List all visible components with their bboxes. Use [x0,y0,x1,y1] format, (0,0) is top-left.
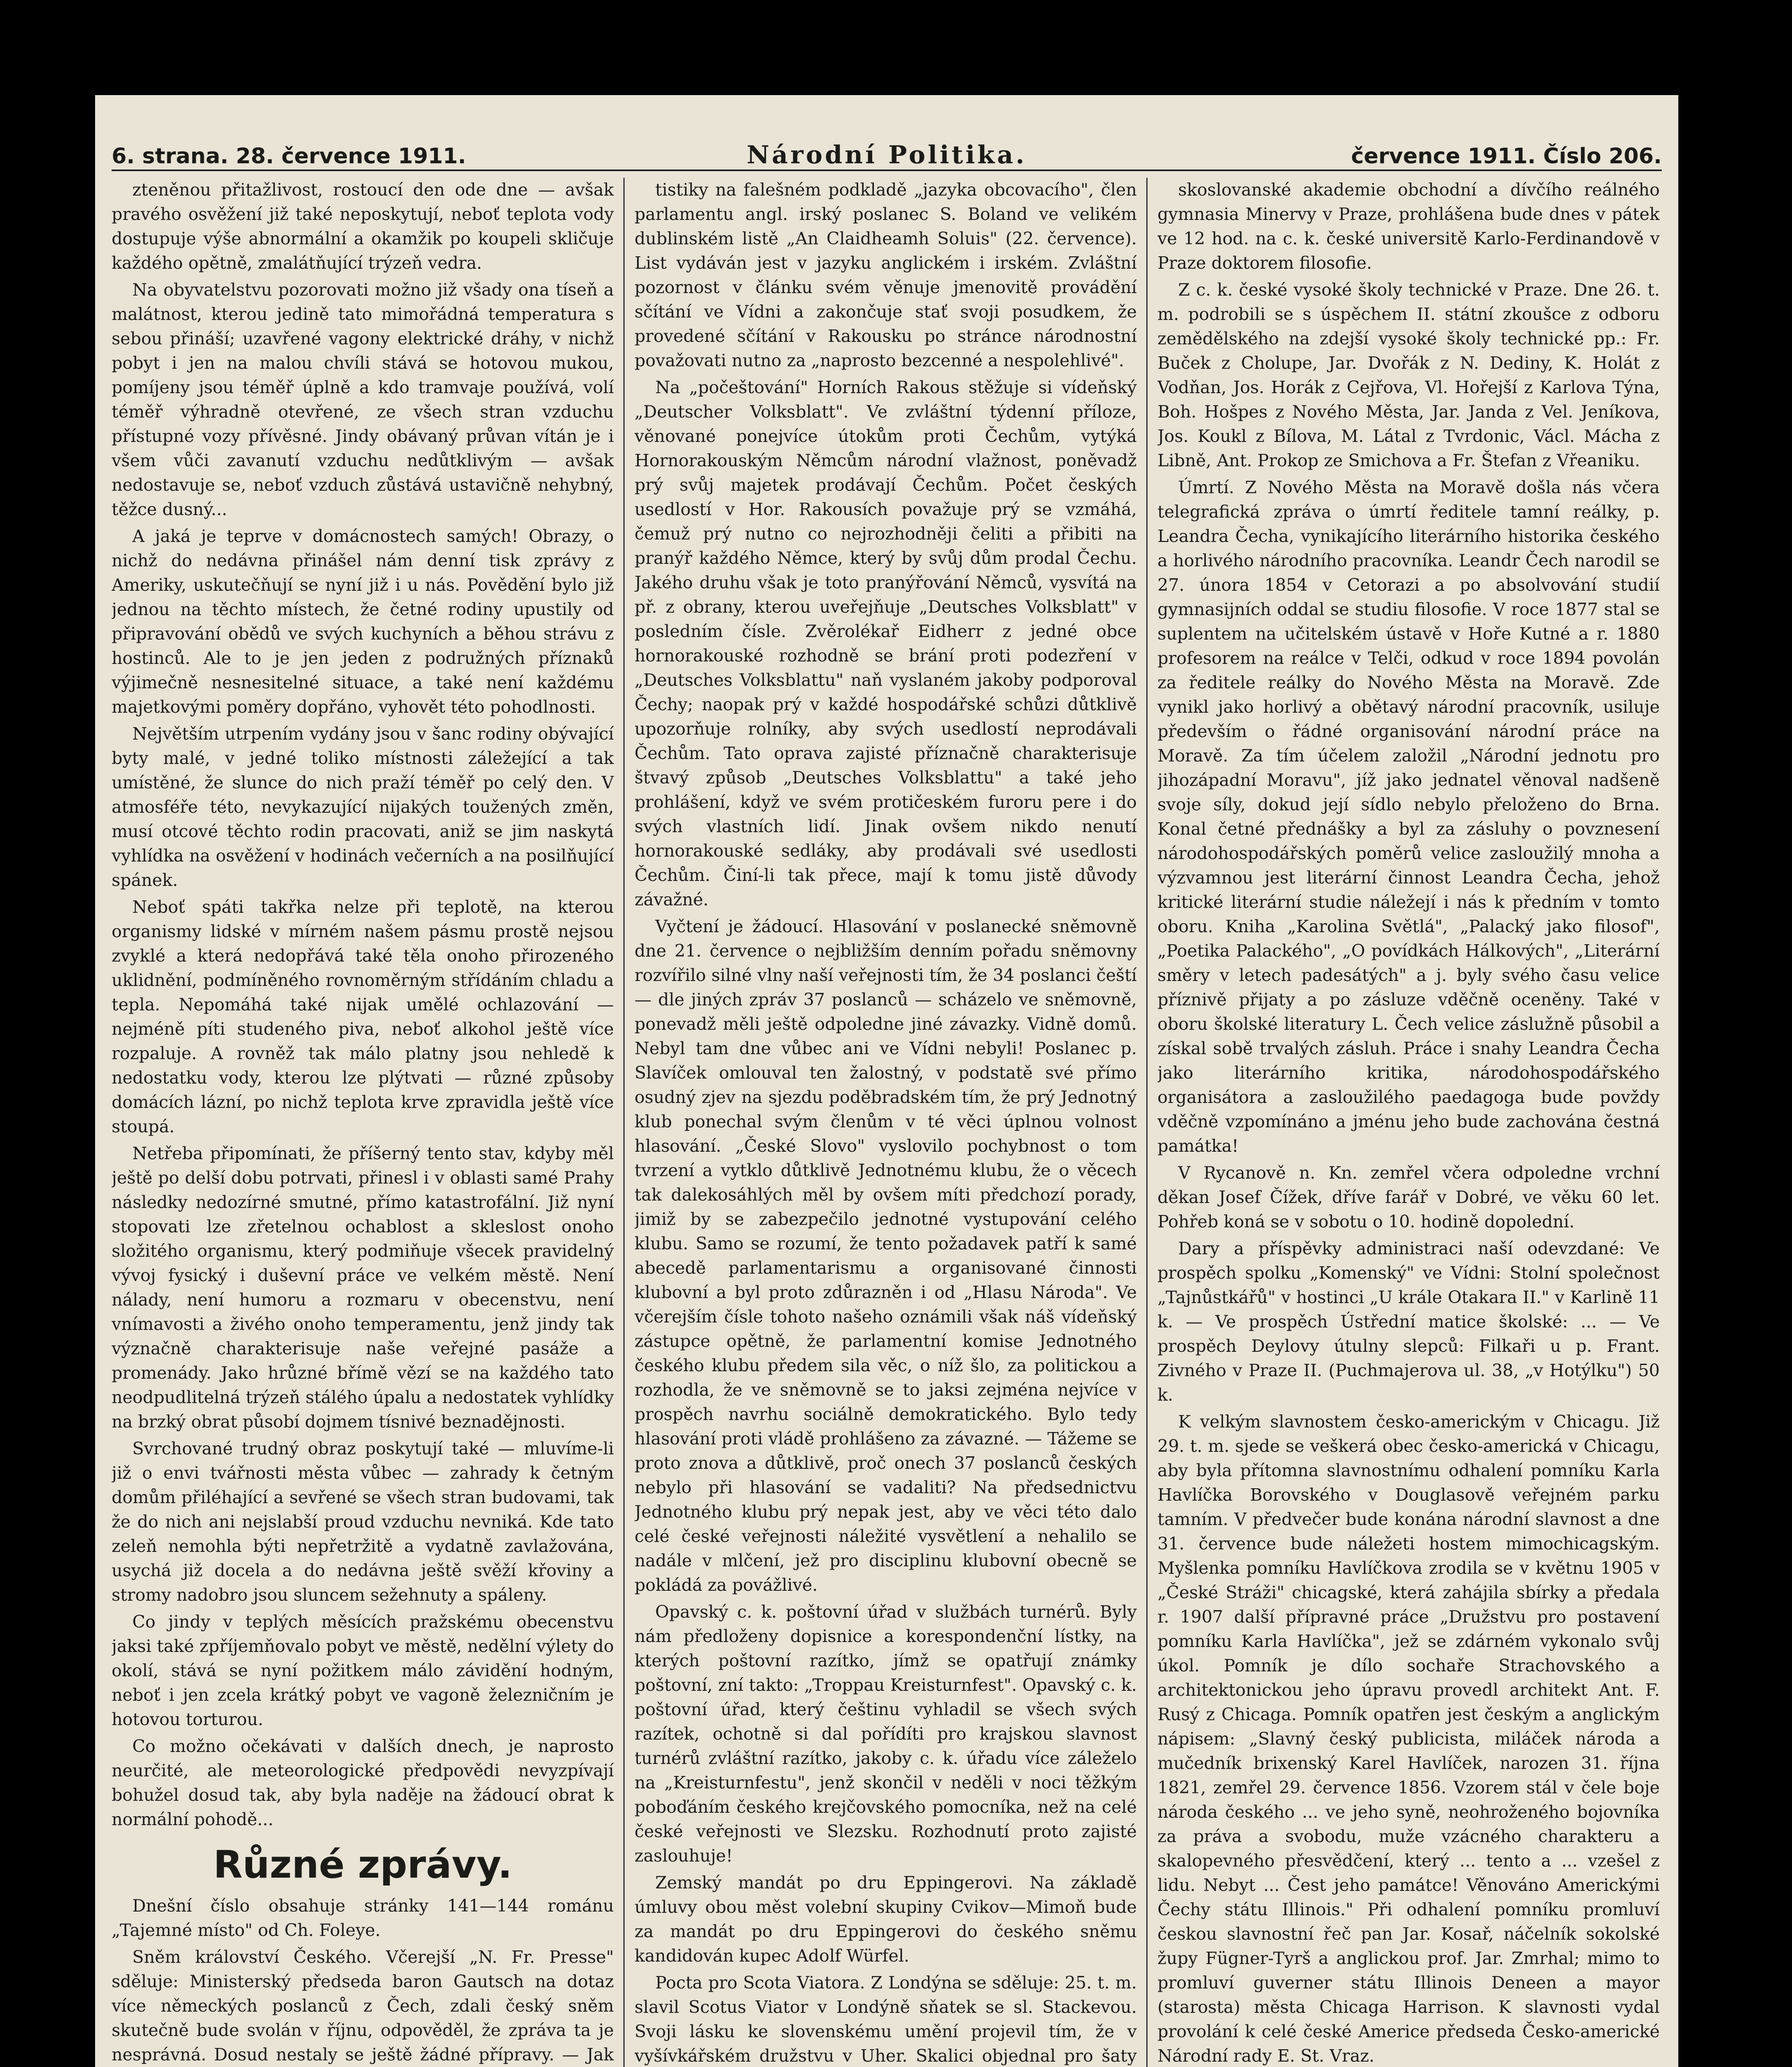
news-item: Z c. k. české vysoké školy technické v Praze. Dne 26. t. m. podrobili se s úspěchem II. státní zkoušce z odboru zemědělského na zdejší vysoké školy technické pp.: Fr. Buček z Cholupe, Jar. Dvořák z N. Dediny, K. Holát z Vodňan, Jos. Horák z Cejřova, Vl. Hořejší z Karlova Týna, Boh. Hošpes z Nového Města, Jar. Janda z Vel. Jeníkova, Jos. Koukl z Bílova, M. Látal z Tvrdonic, Václ. Mácha z Libně, Ant. Prokop ze Smichova a Fr. Štefan z Vřeaniku. [1157,280,1660,470]
column-1 [112,178,614,2067]
paragraph: Co jindy v teplých měsících pražskému obecenstvu jaksi také zpříjemňovalo pobyt ve městě, nedělní výlety do okolí, stává se nyní požitkem málo závidění hodným, neboť i jen zcela krátký pobyt ve vagoně železničním je hotovou torturou. [112,1612,614,1729]
column-2 [635,178,1137,2067]
news-item: K velkým slavnostem česko-americkým v Chicagu. Již 29. t. m. sjede se veškerá obec česko-americká v Chicagu, aby byla přítomna slavnostnímu odhalení pomníku Karla Havlíčka Borovského v Douglasově veřejném parku tamním. V předvečer bude konána národní slavnost a dne 31. července bude náležeti hostem mimochicagským. Myšlenka pomníku Havlíčkova zrodila se v květnu 1905 v „České Stráži" chicagské, která zahájila sbírky a předala r. 1907 další přípravné práce „Družstvu pro postavení pomníku Karla Havlíčka", jež se zdárném vykonalo svůj úkol. Pomník je dílo sochaře Strachovského a architektonickou jeho úpravu provedl architekt Ant. F. Rusý z Chicaga. Pomník opatřen jest českým a anglickým nápisem: „Slavný český publicista, miláček národa a mučedník brixenský Karel Havlíček, narozen 31. října 1821, zemřel 29. července 1856. Vzorem stál v čele boje národa českého ... ve jeho syně, neohroženého bojovníka za práva a svobodu, muže vzácného charakteru a skalopevného přesvědčení, který ... tento a ... vzešel z lidu. Nebyt ... Čest jeho památce! Věnováno Americkými Čechy státu Illinois." Při odhalení pomníku promluví českou slavnostní řeč pan Jar. Kosař, náčelník sokolské župy Fügner-Tyrš a anglickou prof. Jar. Zmrhal; mimo to promluví guverner státu Illinois Deneen a mayor (starosta) města Chicaga Harrison. K slavnosti vydal provolání k celé české Americe předseda Česko-americké Národní rady E. St. Vraz. [1157,1412,1660,2066]
paragraph: Neboť spáti takřka nelze při teplotě, na kterou organismy lidské v mírném našem pásmu prostě nejsou zvyklé a která nedopřává také těla onoho přirozeného uklidnění, podmíněného rovnoměrným střídáním chladu a tepla. Nepomáhá také nijak umělé ochlazování — nejméně píti studeného piva, neboť alkohol ještě více rozpaluje. A rovněž tak málo platny jsou nehledě k nedostatku vody, kterou lze plýtvati — různé způsoby domácích lázní, po nichž teplota krve zpravidla ještě více stoupá. [112,897,614,1136]
news-item: skoslovanské akademie obchodní a dívčího reálného gymnasia Minervy v Praze, prohlášena bude dnes v pátek ve 12 hod. na c. k. české universitě Karlo-Ferdinandově v Praze doktorem filosofie. [1157,180,1660,273]
news-item: Pocta pro Scota Viatora. Z Londýna se sděluje: 25. t. m. slavil Scotus Viator v Londýně sňatek se sl. Stackevou. Svoji lásku ke slovenskému umění projevil tím, že v vyšívkářském družstvu v Uher. Skalici objednal pro šaty [635,1973,1137,2066]
news-item: Na „počeštování" Horních Rakous stěžuje si vídeňský „Deutscher Volksblatt". Ve zvláštní týdenní příloze, věnované ponejvíce útokům proti Čechům, vytýká Hornorakouským Němcům národní vlažnost, poněvadž prý svůj majetek prodávají Čechům. Počet českých usedlostí v Hor. Rakousích považuje prý se vzmáhá, čemuž prý nutno co nejrozhodněji čeliti a přibiti na pranýř každého Němce, který by svůj dům prodal Čechu. Jakého druhu však je toto pranýřování Němců, vysvítá na př. z obrany, kterou uveřejňuje „Deutsches Volksblatt" v posledním čísle. Zvěrolékař Eidherr z jedné obce hornorakouské rozhodně se brání proti podezření v „Deutsches Volksblattu" naň vyslaném jakoby podporoval Čechy; naopak prý v každé hospodářské schůzi důtklivě upozorňuje rolníky, aby svých usedlostí neprodávali Čechům. Tato oprava zajisté příznačně charakterisuje štvavý způsob „Deutsches Volksblattu" a také jeho prohlášení, když ve svém protičeském furoru pere i do svých vlastních lidí. Jinak ovšem nikdo nenutí hornorakouské sedláky, aby prodávali své usedlosti Čechům. Činí-li tak přece, mají k tomu jistě důvody závažné. [635,377,1137,909]
news-item: Úmrtí. Z Nového Města na Moravě došla nás včera telegrafická zpráva o úmrtí ředitele tamní reálky, p. Leandra Čecha, vynikajícího literárního historika českého a horlivého národního pracovníka. Leandr Čech narodil se 27. února 1854 v Cetorazi a po absolvování studií gymnasijních oddal se studiu filosofie. V roce 1877 stal se suplentem na učitelském ústavě v Hoře Kutné a r. 1880 profesorem na reálce v Telči, odkud v roce 1894 povolán za ředitele reálky do Nového Města na Moravě. Zde vynikl jako horlivý a obětavý národní pracovník, usiluje především o řádné organisování národní práce na Moravě. Za tím účelem založil „Národní jednotu pro jihozápadní Moravu", jíž jako jednatel věnoval nadšeně svoje síly, dokud její sídlo nebylo přeloženo do Brna. Konal četné přednášky a byl za zásluhy o povznesení národohospodářských poměrů velice zasloužilý mnoha a výzvamnou jest literární činnost Leandra Čecha, jehož kritické literární studie náležejí i nás k předním v tomto oboru. Kniha „Karolina Světlá", „Palacký jako filosof", „Poetika Palackého", „O povídkách Hálkových", „Literární směry v letech padesátých" a j. byly svého času velice příznivě přijaty a po zásluze vděčně oceněny. Také v oboru školské literatury L. Čech velice záslužně působil a získal sobě trvalých zásluh. Práce i snahy Leandra Čecha jako literárního kritika, národohospodářského organisátora a zasloužilého paedagoga bude povždy vděčně vzpomínáno a jménu jeho bude zachována čestná památka! [1157,477,1660,1156]
paragraph: A jaká je teprve v domácnostech samých! Obrazy, o nichž do nedávna přinášel nám denní tisk zprávy z Ameriky, uskutečňují se nyní již i u nás. Povědění bylo již jednou na těchto místech, že četné rodiny upustily od připravování obědů ve svých kuchyních a běhou strávu z hostinců. Ale to je jen jeden z podružných příznaků výjimečně nesnesitelné situace, a také není každému majetkovými poměry dopřáno, vyhovět této pohodlnosti. [112,526,614,717]
news-item: Zemský mandát po dru Eppingerovi. Na základě úmluvy obou měst volební skupiny Cvikov—Mimoň bude za mandát po dru Eppingerovi do českého sněmu kandidován kupec Adolf Würfel. [635,1873,1137,1966]
newspaper-title: Národní Politika. [747,141,1027,169]
column-3 [1157,178,1660,2067]
paragraph: Co možno očekávati v dalších dnech, je naprosto neurčité, ale meteorologické předpovědi nevyzpívají bohužel dosud tak, aby byla naděje na žádoucí obrat k normální pohodě... [112,1736,614,1829]
news-item: Vyčtení je žádoucí. Hlasování v poslanecké sněmovně dne 21. července o nejbližším denním pořadu sněmovny rozvířilo silné vlny naší veřejnosti tím, že 34 poslanci čeští — dle jiných zpráv 37 poslanců — scházelo ve sněmovně, ponevadž měli ještě odpoledne jiné závazky. Vidně domů. Nebyl tam dne vůbec ani ve Vídni nebyli! Poslanec p. Slavíček omlouval ten žalostný, v podstatě své přímo osudný zjev na sjezdu poděbradském tím, že prý Jednotný klub ponechal svým členům v té věci úplnou volnost hlasování. „České Slovo" vyslovilo pochybnost o tom tvrzení a vytklo důtklivě Jednotnému klubu, že o věcech tak dalekosáhlých měl by ovšem míti předchozí porady, jimiž by se zabezpečilo jednotné vystupování celého klubu. Samo se rozumí, že tento požadavek patří k samé abecedě parlamentarismu a organisované činnosti klubovní a byl proto zdůrazněn i od „Hlasu Národa". Ve včerejším čísle tohoto našeho oznámili však náš vídeňský zástupce opětně, že parlamentní komise Jednotného českého klubu předem sila věc, o níž šlo, za politickou a rozhodla, že ve sněmovně se to jaksi zejména nejvíce v prospěch navrhu sociálně demokratického. Bylo tedy hlasování proti vládě prohlášeno za závazné. — Tážeme se proto znova a důtklivě, proč onech 37 poslanců českých nebylo při hlasování se vadaliti? Na předsednictvu Jednotného klubu prý nepak jest, aby ve věci této dalo celé české veřejnosti náležité vysvětlení a nehalilo se nadále v mlčení, jež pro disciplinu klubovní obecně se pokládá za povážlivé. [635,917,1137,1595]
masthead [112,141,1662,171]
news-item: Opavský c. k. poštovní úřad v službách turnérů. Byly nám předloženy dopisnice a korespondenční lístky, na kterých poštovní razítko, jímž se opatřují známky poštovní, zní takto: „Troppau Kreisturnfest". Opavský c. k. poštovní úřad, který češtinu vyhladil se všech svých razítek, ochotně si dal pořídíti pro krajskou slavnost turnérů zvláštní razítko, jakoby c. k. úřadu více záleželo na „Kreisturnfestu", jenž skončil v neděli v noci těžkým poboďáním českého krejčovského pomocníka, než na celé české veřejnosti ve Slezsku. Rozhodnutí proto zajisté zaslouhuje! [635,1602,1137,1866]
paragraph: Největším utrpením vydány jsou v šanc rodiny obývající byty malé, v jedné toliko místnosti záležející a tak umístěné, že slunce do nich praží téměř po celý den. V atmosféře této, nevykazující nijakých toužených změn, musí otcové těchto rodin pracovati, aniž se jim naskytá vyhlídka na osvěžení v hodinách večerních a na posilňující spánek. [112,724,614,890]
news-item: Sněm království Českého. Včerejší „N. Fr. Presse" sděluje: Ministerský předseda baron Gautsch na dotaz více německých poslanců z Čech, zdali český sněm skutečně bude svolán v říjnu, odpověděl, že zpráva ta je nesprávná. Dosud nestaly se ještě žádné přípravy. — Jak [112,1947,614,2065]
column-rule [1146,178,1148,2067]
paragraph: zteněnou přitažlivost, rostoucí den ode dne — avšak pravého osvěžení již také neposkytují, neboť teplota vody dostupuje výše abnormální a okamžik po koupeli skličuje každého opětně, zmalátňující trýzeň vedra. [112,180,614,273]
newspaper-page [95,95,1678,2067]
paragraph: Na obyvatelstvu pozorovati možno již všady ona tíseň a malátnost, kterou jedině tato mimořádná temperatura s sebou přináší; uzavřené vagony elektrické dráhy, v nichž pobyt i jen na malou chvíli stává se hotovou mukou, pomíjeny jsou téměř úplně a kdo tramvaje používá, volí téměř výhradně otevřené, ze všech stran vzduchu přístupné vozy přívěsné. Jindy obávaný průvan vítán je i všem vůči zavanutí vzduchu nedůtklivým — avšak nedostavuje se, neboť vzduch zůstává ustavičně nehybný, těžce dusný... [112,280,614,519]
news-item: tistiky na falešném podkladě „jazyka obcovacího", člen parlamentu angl. irský poslanec S. Boland ve velikém dublinském listě „An Claidheamh Soluis" (22. července). List vydáván jest v jazyku anglickém i irském. Zvláštní pozornost v článku svém věnuje jmenovitě provádění sčítání ve Vídni a zakončuje stať svoji posudkem, že provedené sčítání v Rakousku po stránce národnostní považovati nutno za „naprosto bezcenné a nespolehlivé". [635,180,1137,370]
news-item: Dary a příspěvky administraci naší odevzdané: Ve prospěch spolku „Komenský" ve Vídni: Stolní společnost „Tajnůstkářů" v hostinci „U krále Otakara II." v Karlině 11 k. — Ve prospěch Ústřední matice školské: ... — Ve prospěch Deylovy útulny slepců: Filkaři u p. Frant. Zivného v Praze II. (Puchmajerova ul. 38, „v Hotýlku") 50 k. [1157,1239,1660,1405]
column-rule [623,178,625,2067]
news-item: V Rycanově n. Kn. zemřel včera odpoledne vrchní děkan Josef Čížek, dříve farář v Dobré, ve věku 60 let. Pohřeb koná se v sobotu o 10. hodině dopolední. [1157,1163,1660,1232]
issue-date-right: července 1911. Číslo 206. [1351,144,1662,169]
paragraph: Netřeba připomínati, že příšerný tento stav, kdyby měl ještě po delší dobu potrvati, přinesl i v oblasti samé Prahy následky nedozírné smutné, přímo katastrofální. Již nyní stopovati lze zřetelnou ochablost a skleslost onoho složitého organismu, který podmiňuje všecek pravidelný vývoj fysický i duševní práce ve velkém městě. Není nálady, není humoru a rozmaru v obecenstvu, není vnímavosti a živého onoho temperamentu, jenž jindy tak význačně charakterisuje naše veřejné pasáže a promenády. Jako hrůzné břímě vězí se na každého tato neodpudlitelná trýzeň stálého úpalu a nedostatek vyhlídky na brzký obrat působí dojmem tísnivé beznadějnosti. [112,1143,614,1432]
news-item: Dnešní číslo obsahuje stránky 141—144 románu „Tajemné místo" od Ch. Foleye. [112,1896,614,1940]
paragraph: Svrchované trudný obraz poskytují také — mluvíme-li již o envi tvářnosti města vůbec — zahrady k četným domům přiléhající a sevřené se všech stran budovami, tak že do nich ani nejslabší proud vzduchu nevniká. Kde tato zeleň nemohla býti nepřetržitě a vydatně zavlažována, usychá již docela a do nedávna ještě svěží křoviny a stromy nadobro jsou sluncem sežehnuty a spáleny. [112,1439,614,1605]
page-date-left: 6. strana. 28. července 1911. [112,144,466,169]
section-heading: Různé zprávy. [213,1843,513,1887]
